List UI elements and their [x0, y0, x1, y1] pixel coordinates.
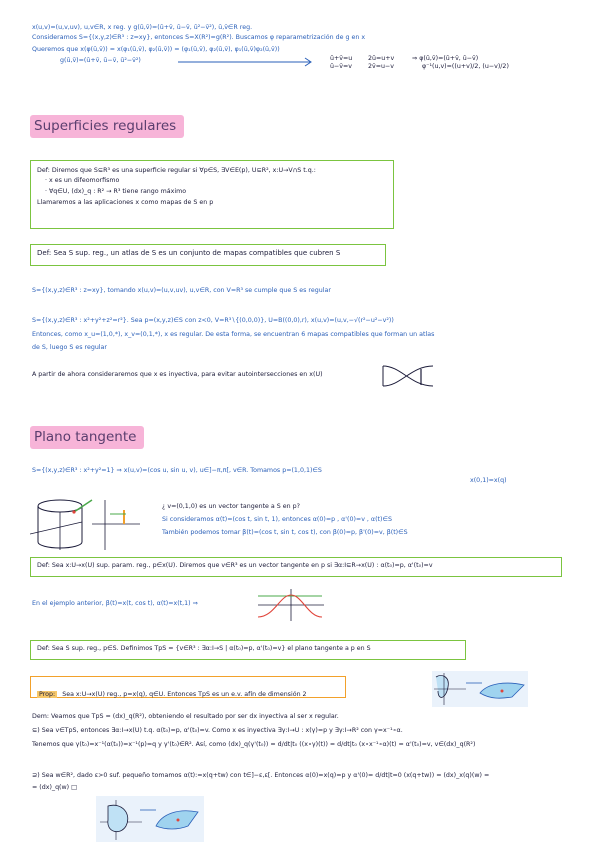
definition-box-regular-surface — [30, 160, 394, 229]
intro-line-2: Consideramos S={(x,y,z)∈R³ : z=xy}, entonces S=X(R²)=g(R²). Buscamos φ reparametrización de g en x — [32, 34, 366, 41]
reparam-result: ⇒ φ(ū,v̄)=(ū+v̄, ū−v̄) φ⁻¹(u,v)=((u+v)/2, (u−v)/2) — [412, 55, 509, 70]
prop-label: Prop: — [39, 691, 56, 698]
tangent-surface-sketch-icon — [432, 671, 528, 707]
chart-map-sketch-icon — [96, 796, 204, 842]
prop-text: Sea x:U→x(U) reg., p=x(q), q∈U. Entonces TpS es un e.v. afín de dimensión 2 — [62, 691, 307, 698]
arrow-icon — [178, 56, 318, 68]
example-curves: En el ejemplo anterior, β(t)=x(t, cos t), α(t)=x(t,1) ⇒ — [32, 600, 198, 607]
sphere-example-line-2: Entonces, como x_u=(1,0,*), x_v=(0,1,*), x es regular. De esta forma, se encuentran 6 mapas compatibles que forman un atlas — [32, 331, 435, 338]
tangent-curve-beta: También podemos tomar β(t)=(cos t, sin t, cos t), con β(0)=p, β'(0)=v, β(t)∈S — [162, 529, 408, 536]
definition-box-tangent-plane: Def: Sea S sup. reg., p∈S. Definimos TpS = {v∈R³ : ∃α:I→S | α(t₀)=p, α'(t₀)=v} el plano tangente a p en S — [30, 640, 466, 660]
definition-box-atlas: Def: Sea S sup. reg., un atlas de S es un conjunto de mapas compatibles que cubren S — [30, 244, 386, 266]
system-a: ū+v̄=u ū−v̄=v — [330, 55, 353, 70]
cylinder-example-note: x(0,1)=x(q) — [470, 477, 507, 484]
cylinder-example: S={(x,y,z)∈R³ : x²+y²=1} ⇒ x(u,v)=(cos u, sin u, v), u∈]−π,π[, v∈R. Tomamos p=(1,0,1)∈S — [32, 467, 322, 474]
curve-plot-sketch-icon — [256, 587, 326, 623]
proof-line-5: = (dx)_q(w) □ — [32, 784, 78, 791]
intro-line-4: g(ū,v̄)=(ū+v̄, ū−v̄, ū²−v̄²) — [60, 57, 141, 64]
system-b: 2ū=u+v 2v̄=u−v — [368, 55, 395, 70]
section-header-regular-surfaces: Superficies regulares — [30, 115, 184, 138]
def1-line-1: Def: Diremos que S⊆R³ es una superficie regular si ∀p∈S, ∃V∈E(p), U⊆R², x:U→V∩S t.q.: — [37, 167, 316, 174]
self-intersection-sketch-icon — [381, 361, 441, 391]
section-header-tangent-plane: Plano tangente — [30, 426, 144, 449]
tangent-question: ¿ v=(0,1,0) es un vector tangente a S en p? — [162, 503, 300, 510]
proof-line-3: Tenemos que γ(t₀)=x⁻¹(α(t₀))=x⁻¹(p)=q y γ'(t₀)∈R². Así, como (dx)_q(γ'(t₀)) = d/dt|t₀ ((x∘γ)(t)) = d/dt|t₀ (x∘x⁻¹∘α)(t) = α'(t₀)=v, v∈(dx)_q(R²) — [32, 741, 476, 748]
def1-line-2: · x es un difeomorfismo — [45, 177, 120, 184]
proof-line-4: ⊇) Sea w∈R², dado ε>0 suf. pequeño tomamos α(t):=x(q+tw) con t∈]−ε,ε[. Entonces α(0)=x(q)=p y α'(0)= d/dt|t=0 (x(q+tw)) = (dx)_x(q)(w) = — [32, 772, 490, 779]
def1-line-3: · ∀q∈U, (dx)_q : R² → R³ tiene rango máximo — [45, 188, 187, 195]
proof-line-2: ⊆) Sea v∈TpS, entonces ∃α:I→x(U) t.q. α(t₀)=p, α'(t₀)=v. Como x es inyectiva ∃γ:I→U : x(γ)=p y ∃γ:I→R² con γ=x⁻¹∘α. — [32, 727, 403, 734]
intro-line-1: x(u,v)=(u,v,uv), u,v∈R, x reg. y g(ū,v̄)=(ū+v̄, ū−v̄, ū²−v̄²), ū,v̄∈R reg. — [32, 24, 253, 31]
proof-line-1: Dem: Veamos que TpS = (dx)_q(R²), obteniendo el resultado por ser dx inyectiva al ser x regular. — [32, 713, 339, 720]
proposition-box — [30, 676, 346, 698]
sphere-example-line-1: S={(x,y,z)∈R³ : x²+y²+z²=r²}. Sea p=(x,y,z)∈S con z<0, V=R³∖{(0,0,0)}, U=B((0,0),r), x(u,v)=(u,v,−√(r²−u²−v²)) — [32, 317, 394, 324]
intro-line-3: Queremos que x(φ(ū,v̄)) = x(φ₁(ū,v̄), φ₂(ū,v̄)) = (φ₁(ū,v̄), φ₂(ū,v̄), φ₁(ū,v̄)φ₂(ū,v̄)) — [32, 46, 280, 53]
tangent-curve-alpha: Si consideramos α(t)=(cos t, sin t, 1), entonces α(0)=p , α'(0)=v , α(t)∈S — [162, 516, 392, 523]
injectivity-note: A partir de ahora consideraremos que x es inyectiva, para evitar autointersecciones en x(U) — [32, 371, 323, 378]
cylinder-sketch-icon — [30, 482, 150, 557]
sphere-example-line-3: de S, luego S es regular — [32, 344, 108, 351]
def1-line-4: Llamaremos a las aplicaciones x como mapas de S en p — [37, 199, 214, 206]
definition-box-tangent-vector: Def: Sea x:U→x(U) sup. param. reg., p∈x(U). Diremos que v∈R³ es un vector tangente en p si ∃α:I⊆R→x(U) : α(t₀)=p, α'(t₀)=v — [30, 557, 562, 577]
example-regular-surface: S={(x,y,z)∈R³ : z=xy}, tomando x(u,v)=(u,v,uv), u,v∈R, con V=R³ se cumple que S es regular — [32, 287, 331, 294]
